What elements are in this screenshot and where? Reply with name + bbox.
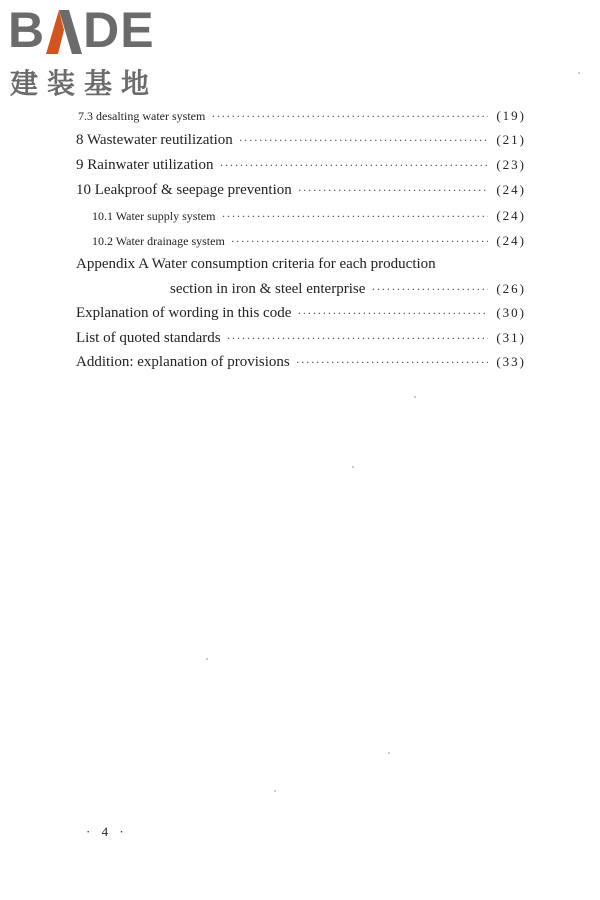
toc-entry-label: 10.1 Water supply system [92, 209, 216, 223]
toc-entry-10[interactable] [76, 182, 526, 199]
leader-dots [298, 183, 489, 198]
toc-entry-page: (26) [496, 281, 526, 296]
toc-entry-label: 10.2 Water drainage system [92, 234, 225, 248]
toc-entry-page: (30) [496, 305, 526, 320]
toc-entry-quoted-standards[interactable] [76, 330, 526, 347]
toc-entry-appendix-a[interactable] [170, 281, 526, 298]
scan-speck [352, 466, 354, 468]
toc-entry-8[interactable] [76, 132, 526, 149]
scan-speck [388, 752, 390, 754]
toc-entry-explanation-of-wording[interactable] [76, 305, 526, 322]
toc-entry-label: List of quoted standards [76, 330, 221, 346]
leader-dots [371, 282, 488, 297]
leader-dots [227, 331, 489, 346]
leader-dots [219, 158, 488, 173]
toc-entry-10-2[interactable] [90, 233, 526, 249]
leader-dots [231, 234, 489, 249]
toc-entry-page: (21) [496, 132, 526, 147]
logo-wordmark: B DE [8, 2, 155, 58]
toc-entry-page: (31) [496, 330, 526, 345]
toc-entry-addition[interactable] [76, 354, 526, 371]
toc-entry-appendix-a-line1[interactable]: Appendix A Water consumption criteria for each production [76, 256, 436, 272]
toc-entry-page: (24) [496, 182, 526, 197]
toc-entry-label: 8 Wastewater reutilization [76, 132, 233, 148]
leader-dots [239, 133, 489, 148]
toc-entry-page: (33) [496, 354, 526, 369]
bade-logo [8, 2, 178, 100]
toc-entry-label: 7.3 desalting water system [78, 109, 206, 123]
scan-speck [414, 396, 416, 398]
toc-entry-label: 10 Leakproof & seepage prevention [76, 182, 292, 198]
toc-entry-7-3[interactable] [76, 108, 526, 124]
scan-speck [274, 790, 276, 792]
toc-entry-page: (23) [496, 157, 526, 172]
leader-dots [296, 355, 489, 370]
toc-entry-label: Addition: explanation of provisions [76, 354, 290, 370]
toc-entry-label: 9 Rainwater utilization [76, 157, 214, 173]
toc-entry-page: (24) [496, 233, 526, 248]
scan-speck [206, 658, 208, 660]
toc-entry-10-1[interactable] [90, 208, 526, 224]
leader-dots [221, 209, 488, 224]
toc-entry-label: section in iron & steel enterprise [170, 281, 366, 297]
leader-dots [211, 109, 488, 124]
logo-a-mark [46, 6, 82, 54]
logo-a-icon [46, 10, 82, 54]
toc-entry-9[interactable] [76, 157, 526, 174]
logo-subtitle: 建装基地 [10, 67, 159, 100]
scan-speck [578, 72, 580, 74]
toc-entry-label: Explanation of wording in this code [76, 305, 292, 321]
page-number: · 4 · [86, 824, 128, 839]
toc-entry-page: (24) [496, 208, 526, 223]
toc-entry-page: (19) [496, 108, 526, 123]
leader-dots [297, 306, 488, 321]
